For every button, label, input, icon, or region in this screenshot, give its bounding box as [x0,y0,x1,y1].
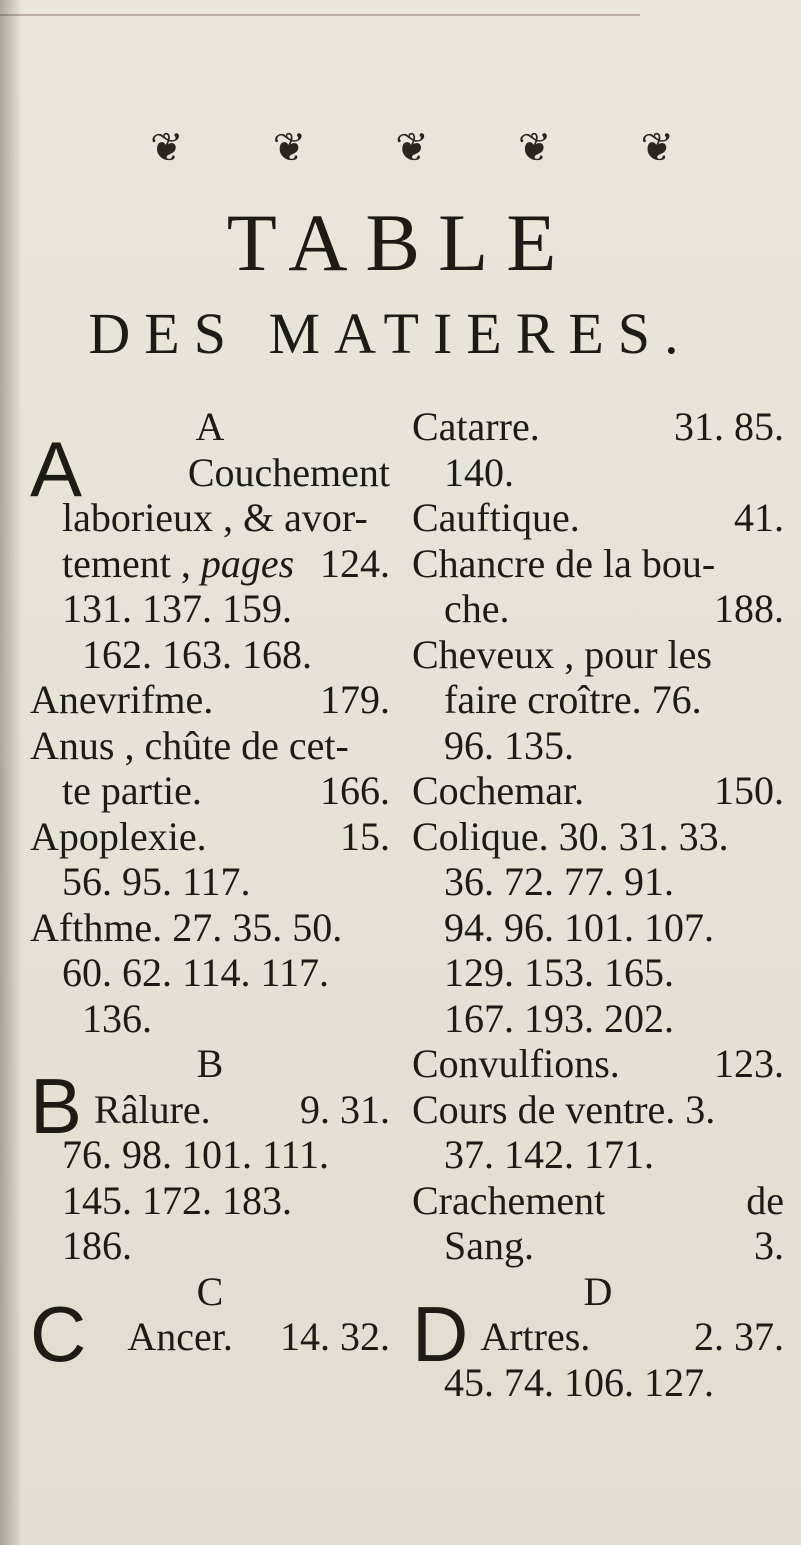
entry-pages: 9. 31. [300,1086,390,1132]
entry-pages: 145. 172. 183. [62,1177,292,1223]
entry-text: Chancre de la bou- [412,540,716,586]
entry-text: Râlure. [94,1086,211,1132]
fleuron-ornament-icon: ❦ [395,125,425,171]
entry-text: Cochemar. [412,768,585,813]
entry-text: che. [444,586,510,631]
entry-text: Cours de ventre. 3. [412,1086,716,1132]
fleuron-ornament-icon: ❦ [640,125,670,171]
index-entry [30,814,390,860]
entry-text: Convulfions. [412,1041,620,1086]
index-entry [412,859,784,905]
entry-text: Ancer. [127,1314,233,1359]
entry-text: te partie. [62,768,202,813]
entry-pages: 41. [734,495,784,540]
index-entry [30,586,390,632]
entry-pages: 131. 137. 159. [62,586,292,631]
entry-pages: 140. [444,449,514,495]
entry-text: Anus , chûte de cet- [30,722,349,768]
entry-text: Artres. [480,1314,591,1359]
entry-pages: 15. [340,813,390,859]
index-entry [30,541,390,587]
entry-pages: 76. 98. 101. 111. [62,1132,330,1177]
fleuron-ornament-icon: ❦ [517,125,548,171]
entry-pages: 123. [714,1041,784,1086]
index-entry [412,495,784,541]
letter-heading-b: B [196,1041,224,1086]
index-entry [30,859,390,905]
entry-pages: 60. 62. 114. 117. [62,950,330,995]
index-entry [412,1087,784,1133]
index-entry [30,905,390,951]
entry-pages: 3. [754,1223,784,1268]
entry-pages: 14. 32. [279,1314,390,1359]
index-entry [30,1289,390,1378]
entry-pages: 31. 85. [674,404,784,449]
index-entry [412,1178,784,1224]
index-entry [30,1223,390,1269]
entry-text: de [746,1177,784,1223]
index-entry [412,541,784,587]
entry-text: laborieux , & avor- [62,495,368,540]
index-entry [412,632,784,678]
drop-capital: A [30,425,83,513]
entry-text: Anevrifme. [30,677,214,722]
index-entry [30,1132,390,1178]
index-entry [412,1289,784,1378]
entry-pages: 37. 142. 171. [444,1132,654,1177]
entry-pages: 186. [62,1223,132,1268]
index-entry [30,677,390,723]
index-entry [30,768,390,814]
index-entry [412,450,784,496]
entry-pages: 166. [320,768,390,813]
entry-text: tement , pages [62,540,295,586]
index-column-right [412,404,784,1405]
index-entry [412,950,784,996]
index-entry [412,1223,784,1269]
page-title: TABLE [226,197,575,288]
pages-word: pages [200,540,295,586]
index-entry [30,425,390,513]
drop-capital: D [412,1289,469,1378]
index-entry [412,404,784,450]
index-column-left [30,404,390,1378]
index-entry [412,996,784,1042]
entry-text: faire croître. 76. [444,677,702,722]
entry-pages: 45. 74. 106. 127. [444,1359,714,1405]
index-entry [30,950,390,996]
index-entry [412,586,784,632]
entry-text: Cheveux , pour les [412,631,712,677]
entry-text: Catarre. [412,404,540,449]
index-entry [412,905,784,951]
entry-pages: 162. 163. 168. [82,631,312,677]
entry-pages: 188. [714,586,784,631]
entry-text: Colique. 30. 31. 33. [412,813,729,859]
entry-text: Crachement [412,1177,606,1223]
index-entry [30,495,390,541]
entry-pages: 124. [320,540,390,586]
letter-heading-d: D [583,1268,613,1314]
index-entry [412,1132,784,1178]
index-entry [30,632,390,678]
index-entry [30,1178,390,1224]
entry-text: Cauftique. [412,495,580,540]
drop-capital: C [30,1289,87,1378]
entry-pages: 2. 37. [694,1314,784,1359]
entry-pages: 56. 95. 117. [62,859,251,904]
letter-heading-a: A [195,404,225,449]
entry-pages: 94. 96. 101. 107. [444,904,714,950]
index-entry [30,996,390,1042]
entry-text: Apoplexie. [30,813,207,859]
entry-pages: 150. [714,768,784,813]
index-entry [412,814,784,860]
index-entry [412,1041,784,1087]
drop-capital: B [30,1062,83,1150]
fleuron-ornament-icon: ❦ [272,125,303,171]
entry-text: Couchement [187,449,390,495]
entry-pages: 179. [320,677,390,722]
index-entry [30,723,390,769]
entry-pages: 167. 193. 202. [444,995,674,1041]
index-entry [412,723,784,769]
letter-heading-c: C [196,1268,224,1314]
page-top-rule [0,14,640,16]
fleuron-ornament-icon: ❦ [150,125,180,171]
entry-pages: 136. [82,995,152,1041]
index-entry [412,768,784,814]
entry-pages: 129. 153. 165. [444,950,674,995]
entry-pages: 96. 135. [444,722,574,768]
entry-pages: 36. 72. 77. 91. [444,859,674,904]
index-entry [412,677,784,723]
entry-text: Sang. [444,1223,534,1268]
index-entry [30,1062,390,1150]
header-ornament-band [150,118,670,178]
page-subtitle: DES MATIERES. [88,301,693,366]
entry-text: Afthme. 27. 35. 50. [30,904,343,950]
